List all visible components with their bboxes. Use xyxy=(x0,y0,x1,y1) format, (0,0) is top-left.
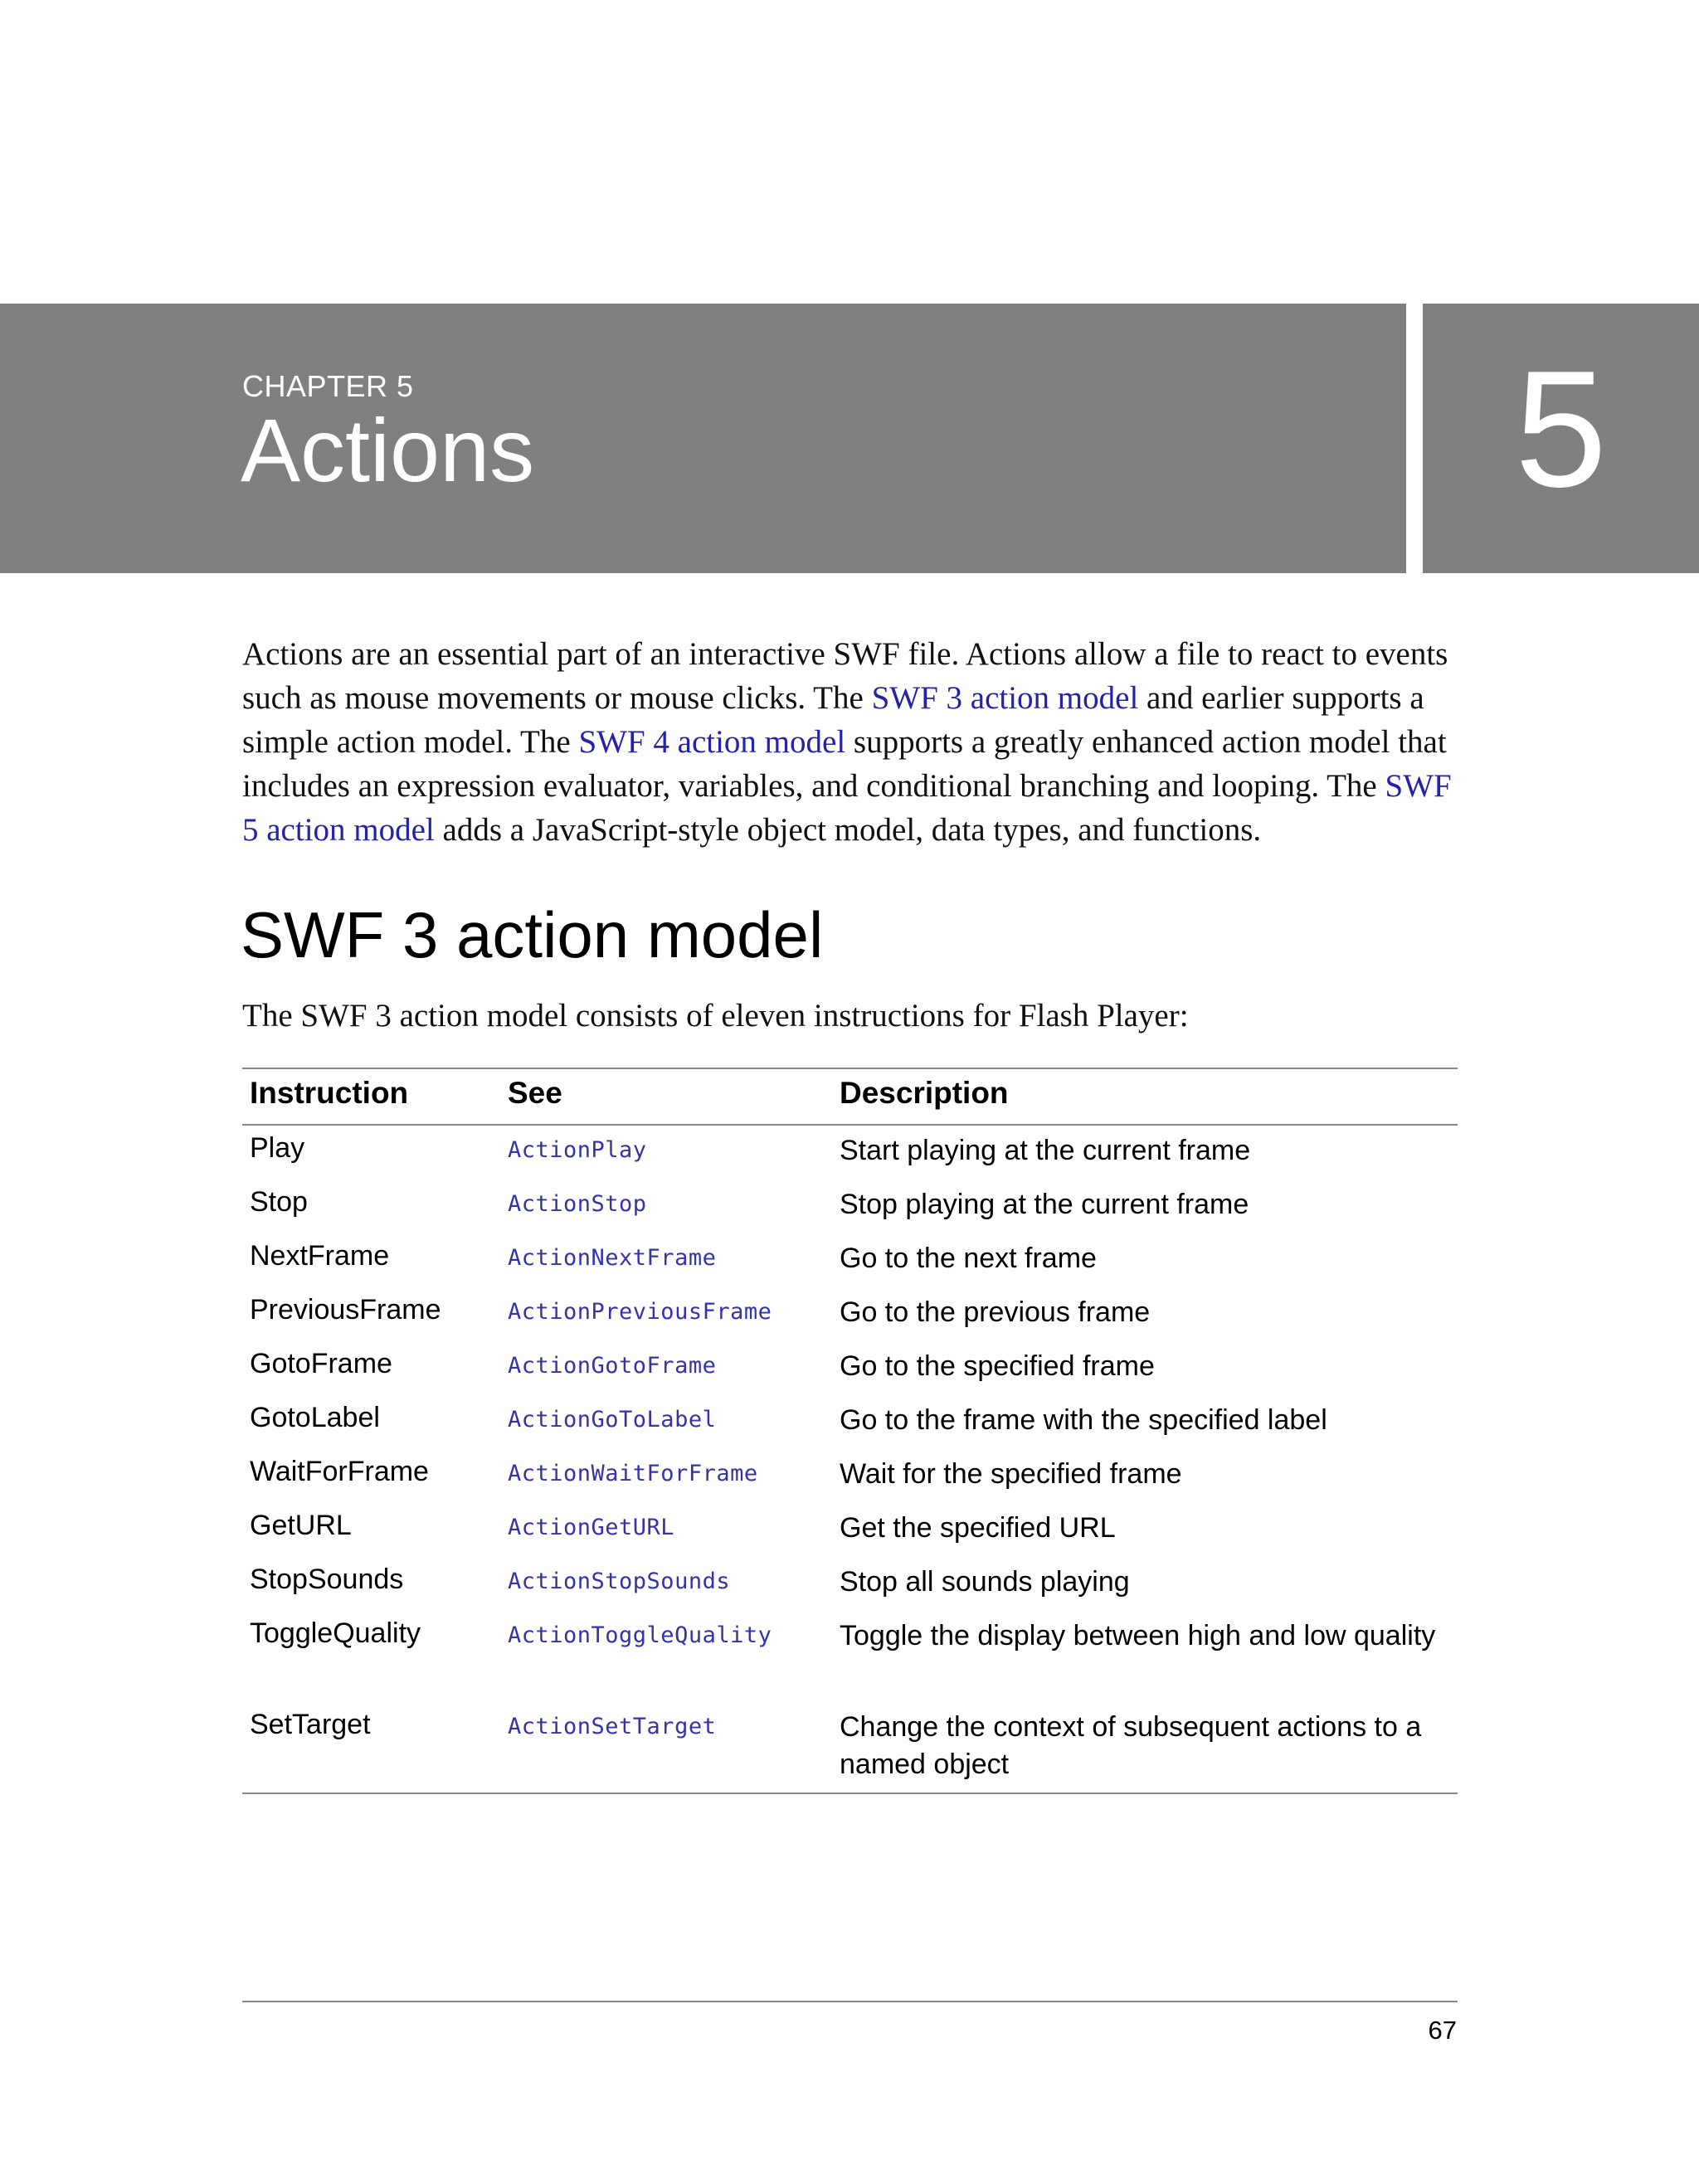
instruction-cell: Stop xyxy=(250,1186,308,1218)
description-cell: Change the context of subsequent actions to a named object xyxy=(840,1711,1422,1780)
see-link[interactable]: ActionGetURL xyxy=(508,1515,675,1540)
see-link[interactable]: ActionGoToLabel xyxy=(508,1407,717,1432)
instruction-cell: WaitForFrame xyxy=(250,1456,429,1487)
intro-text-2: and earlier supports a simple action model. The xyxy=(242,680,1424,760)
instruction-cell: StopSounds xyxy=(250,1564,404,1595)
intro-text-1: Actions are an essential part of an interactive SWF file. Actions allow a file to react to events such as mouse movements or mouse clicks. The xyxy=(242,636,1448,716)
description-cell: Go to the frame with the specified label xyxy=(840,1404,1327,1436)
footer-rule xyxy=(242,2001,1458,2002)
table-row xyxy=(242,1557,1458,1611)
instruction-cell: GotoLabel xyxy=(250,1402,380,1433)
see-link[interactable]: ActionStop xyxy=(508,1191,647,1217)
description-cell: Start playing at the current frame xyxy=(840,1135,1251,1166)
section-heading: SWF 3 action model xyxy=(241,898,824,971)
table-row xyxy=(242,1395,1458,1449)
description-cell: Go to the specified frame xyxy=(840,1350,1155,1382)
table-row xyxy=(242,1611,1458,1702)
table-row xyxy=(242,1503,1458,1557)
instruction-cell: GotoFrame xyxy=(250,1348,392,1379)
header-see: See xyxy=(508,1076,562,1110)
see-link[interactable]: ActionToggleQuality xyxy=(508,1622,772,1648)
description-cell: Stop all sounds playing xyxy=(840,1566,1130,1598)
see-link[interactable]: ActionNextFrame xyxy=(508,1245,717,1271)
see-link[interactable]: ActionPreviousFrame xyxy=(508,1299,772,1325)
see-link[interactable]: ActionWaitForFrame xyxy=(508,1461,758,1486)
intro-text-4: adds a JavaScript-style object model, data types, and functions. xyxy=(434,812,1262,848)
header-instruction: Instruction xyxy=(250,1076,409,1110)
link-swf5-action-model[interactable]: SWF 5 action model xyxy=(242,768,1452,848)
see-link[interactable]: ActionSetTarget xyxy=(508,1714,717,1739)
description-cell: Go to the previous frame xyxy=(840,1296,1151,1328)
chapter-number: 5 xyxy=(1514,337,1608,522)
section-intro: The SWF 3 action model consists of eleven instructions for Flash Player: xyxy=(242,998,1189,1034)
instruction-cell: PreviousFrame xyxy=(250,1294,441,1325)
see-link[interactable]: ActionPlay xyxy=(508,1137,647,1163)
chapter-label: CHAPTER 5 xyxy=(242,369,414,403)
description-cell: Go to the next frame xyxy=(840,1243,1097,1274)
link-swf3-action-model[interactable]: SWF 3 action model xyxy=(871,680,1139,716)
chapter-title: Actions xyxy=(241,400,535,500)
instruction-cell: GetURL xyxy=(250,1510,352,1541)
description-cell: Wait for the specified frame xyxy=(840,1458,1182,1490)
intro-paragraph xyxy=(242,632,1462,852)
link-swf4-action-model[interactable]: SWF 4 action model xyxy=(578,724,846,760)
table-row xyxy=(242,1233,1458,1287)
table-bottom-rule xyxy=(242,1792,1458,1794)
table-row xyxy=(242,1180,1458,1233)
table-header-row xyxy=(242,1069,1458,1126)
table-row xyxy=(242,1287,1458,1341)
header-description: Description xyxy=(840,1076,1009,1110)
instruction-cell: SetTarget xyxy=(250,1709,371,1740)
see-link[interactable]: ActionGotoFrame xyxy=(508,1353,717,1379)
description-cell: Get the specified URL xyxy=(840,1512,1116,1544)
table-row xyxy=(242,1449,1458,1503)
table-row xyxy=(242,1702,1458,1793)
page-number: 67 xyxy=(1428,2016,1457,2045)
instruction-cell: Play xyxy=(250,1132,305,1164)
see-link[interactable]: ActionStopSounds xyxy=(508,1569,731,1594)
instruction-cell: ToggleQuality xyxy=(250,1617,421,1649)
table-body xyxy=(242,1126,1458,1793)
table-row xyxy=(242,1126,1458,1180)
description-cell: Toggle the display between high and low quality xyxy=(840,1620,1436,1651)
instruction-cell: NextFrame xyxy=(250,1240,390,1272)
description-cell: Stop playing at the current frame xyxy=(840,1189,1249,1220)
intro-text-3: supports a greatly enhanced action model that includes an expression evaluator, variables, and conditional branching and looping. The xyxy=(242,724,1447,804)
chapter-banner xyxy=(0,304,1406,573)
table-row xyxy=(242,1341,1458,1395)
